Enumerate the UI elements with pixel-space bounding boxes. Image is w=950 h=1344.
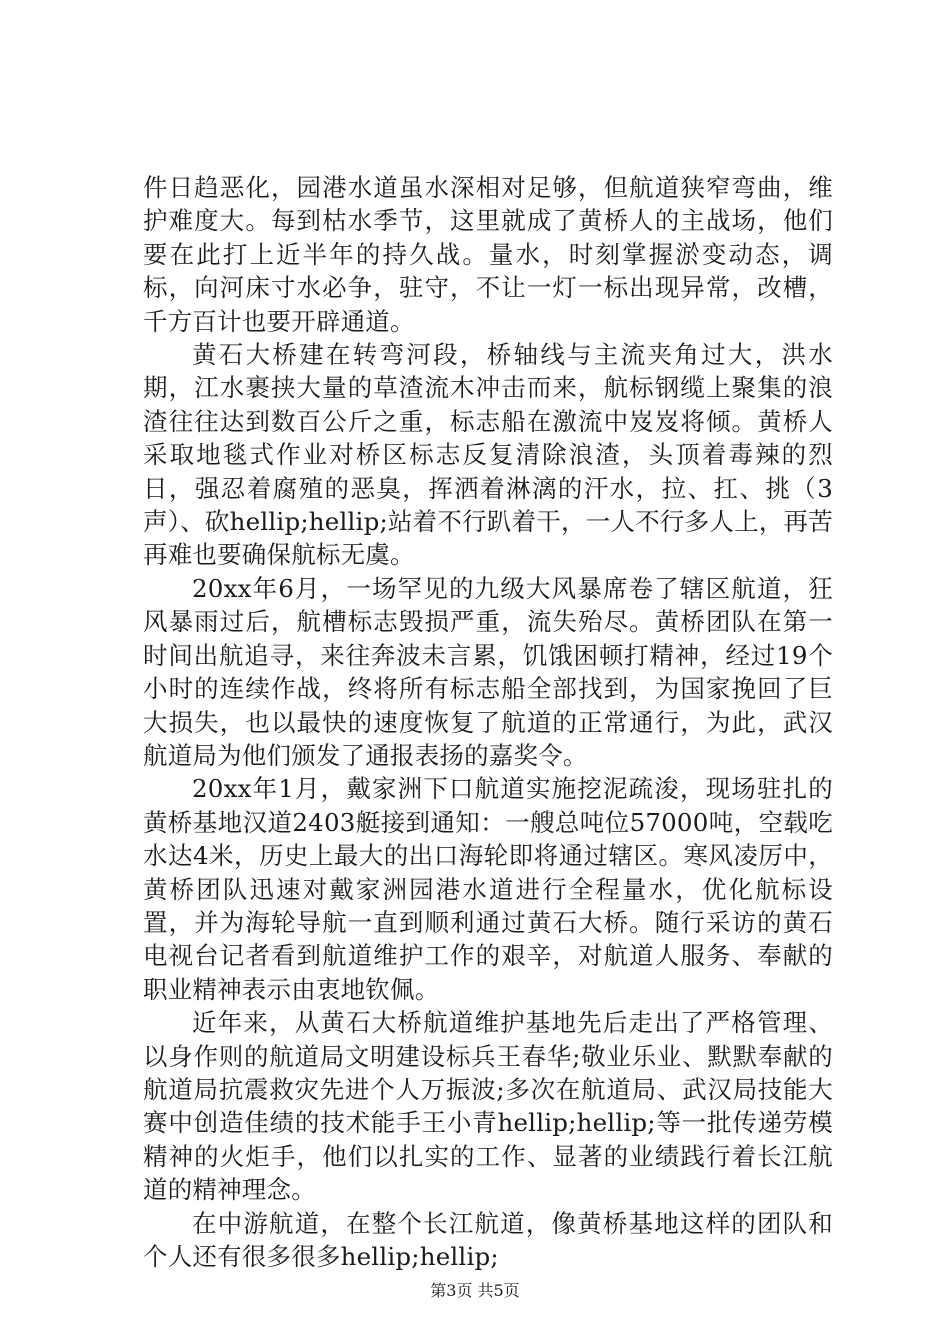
paragraph-ship-guidance: 20xx年1月，戴家洲下口航道实施挖泥疏浚，现场驻扎的黄桥基地汉道2403艇接到通知：一艘总吨位57000吨，空载吃水达4米，历史上最大的出口海轮即将通过辖区。寒风凌厉中，黄桥团队迅速对戴家洲园港水道进行全程量水，优化航标设置，并为海轮导航一直到顺利通过黄石大桥。随行采访的黄石电视台记者看到航道维护工作的艰辛，对航道人服务、奉献的职业精神表示由衷地钦佩。	[143, 774, 833, 1004]
paragraph-model-workers: 近年来，从黄石大桥航道维护基地先后走出了严格管理、以身作则的航道局文明建设标兵王春华;敬业乐业、默默奉献的航道局抗震救灾先进个人万振波;多次在航道局、武汉局技能大赛中创造佳绩的技术能手王小青hellip;hellip;等一批传递劳模精神的火炬手，他们以扎实的工作、显著的业绩践行着长江航道的精神理念。	[143, 1008, 833, 1205]
paragraph-storm: 20xx年6月，一场罕见的九级大风暴席卷了辖区航道，狂风暴雨过后，航槽标志毁损严重，流失殆尽。黄桥团队在第一时间出航追寻，来往奔波未言累，饥饿困顿打精神，经过19个小时的连续作战，终将所有标志船全部找到，为国家挽回了巨大损失，也以最快的速度恢复了航道的正常通行，为此，武汉航道局为他们颁发了通报表扬的嘉奖令。	[143, 573, 833, 770]
document-body	[143, 171, 833, 1273]
page-number-footer: 第3页 共5页	[430, 1281, 520, 1300]
paragraph-bridge: 黄石大桥建在转弯河段，桥轴线与主流夹角过大，洪水期，江水裹挟大量的草渣流木冲击而来，航标钢缆上聚集的浪渣往往达到数百公斤之重，标志船在激流中岌岌将倾。黄桥人采取地毯式作业对桥区标志反复清除浪渣，头顶着毒辣的烈日，强忍着腐殖的恶臭，挥洒着淋漓的汗水，拉、扛、挑（3声）、砍hellip;hellip;站着不行趴着干，一人不行多人上，再苦再难也要确保航标无虞。	[143, 340, 833, 570]
paragraph-continuation: 件日趋恶化，园港水道虽水深相对足够，但航道狭窄弯曲，维护难度大。每到枯水季节，这里就成了黄桥人的主战场，他们要在此打上近半年的持久战。量水，时刻掌握淤变动态，调标，向河床寸水必争，驻守，不让一灯一标出现异常，改槽，千方百计也要开辟通道。	[143, 173, 833, 336]
paragraph-closing: 在中游航道，在整个长江航道，像黄桥基地这样的团队和个人还有很多很多hellip;hellip;	[143, 1208, 833, 1271]
